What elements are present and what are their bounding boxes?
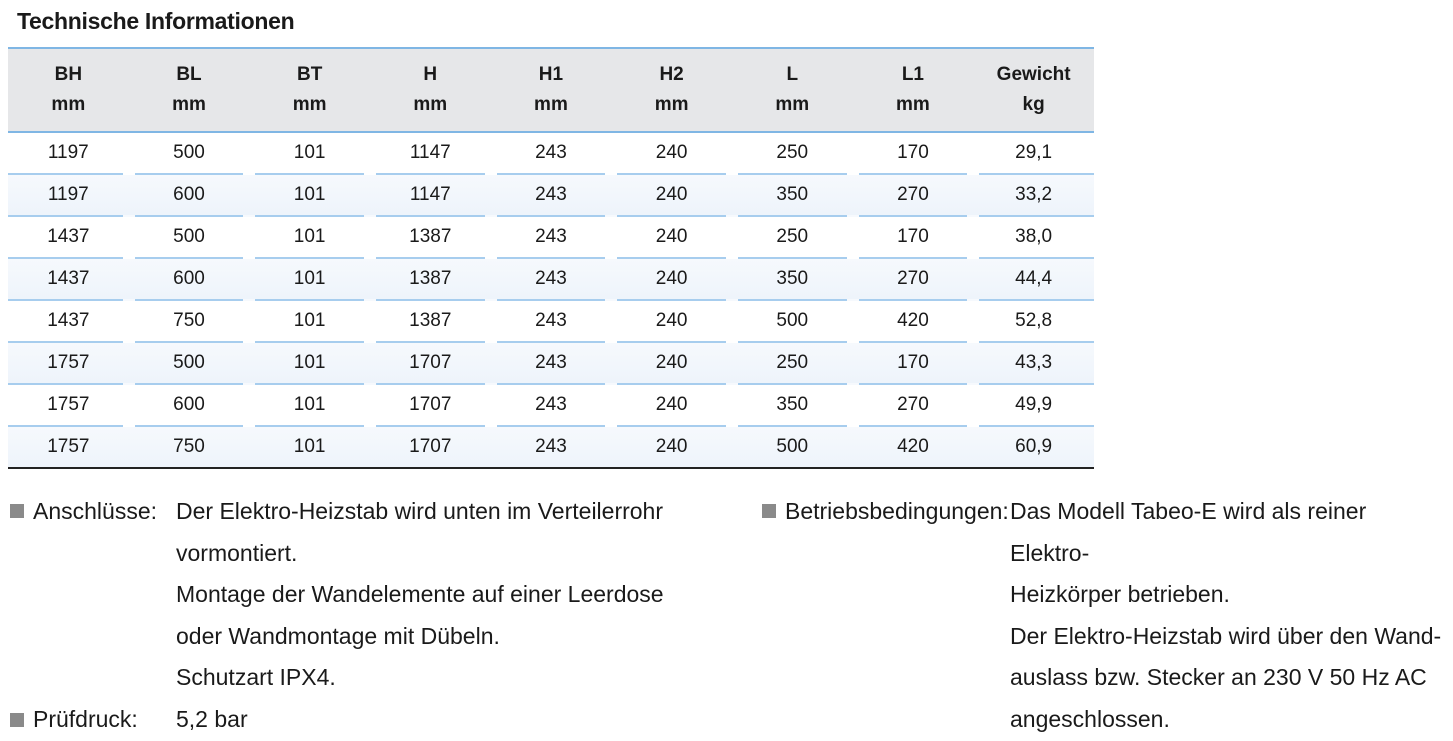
table-cell: 500 bbox=[732, 301, 853, 343]
anschluesse-text bbox=[176, 491, 736, 699]
column-header bbox=[8, 47, 129, 133]
table-cell: 101 bbox=[249, 175, 370, 217]
table-cell: 1757 bbox=[8, 385, 129, 427]
table-cell: 500 bbox=[129, 343, 250, 385]
column-header-unit: mm bbox=[51, 94, 86, 115]
table-cell: 101 bbox=[249, 259, 370, 301]
table-cell: 750 bbox=[129, 427, 250, 469]
table-cell: 1387 bbox=[370, 217, 491, 259]
pruefdruck-label: Prüfdruck: bbox=[33, 706, 138, 732]
table-row bbox=[8, 259, 1094, 301]
table-cell: 1147 bbox=[370, 175, 491, 217]
table-cell: 49,9 bbox=[973, 385, 1094, 427]
table-cell: 240 bbox=[611, 259, 732, 301]
table-cell: 243 bbox=[491, 217, 612, 259]
table-cell: 170 bbox=[853, 133, 974, 175]
column-header-symbol: BH bbox=[54, 64, 83, 85]
bullet-square-icon bbox=[762, 504, 776, 518]
table-cell: 350 bbox=[732, 385, 853, 427]
table-row bbox=[8, 301, 1094, 343]
table-cell: 420 bbox=[853, 301, 974, 343]
table-cell: 270 bbox=[853, 175, 974, 217]
column-header-unit: kg bbox=[1022, 94, 1045, 115]
anschluesse-line: oder Wandmontage mit Dübeln. bbox=[176, 622, 500, 649]
table-cell: 170 bbox=[853, 343, 974, 385]
table-cell: 33,2 bbox=[973, 175, 1094, 217]
table-cell: 101 bbox=[249, 133, 370, 175]
table-cell: 240 bbox=[611, 133, 732, 175]
table-row bbox=[8, 217, 1094, 259]
table-cell: 1387 bbox=[370, 259, 491, 301]
bullet-square-icon bbox=[10, 504, 24, 518]
column-header bbox=[249, 47, 370, 133]
column-header bbox=[732, 47, 853, 133]
table-cell: 243 bbox=[491, 343, 612, 385]
table-cell: 43,3 bbox=[973, 343, 1094, 385]
table-cell: 1437 bbox=[8, 301, 129, 343]
table-cell: 1707 bbox=[370, 385, 491, 427]
column-header-symbol: Gewicht bbox=[996, 64, 1071, 85]
table-cell: 1387 bbox=[370, 301, 491, 343]
anschluesse-line: Montage der Wandelemente auf einer Leerdose bbox=[176, 581, 664, 608]
table-cell: 500 bbox=[129, 133, 250, 175]
pruefdruck-value: 5,2 bar bbox=[176, 706, 248, 732]
column-header bbox=[129, 47, 250, 133]
table-cell: 101 bbox=[249, 385, 370, 427]
column-header bbox=[853, 47, 974, 133]
column-header-unit: mm bbox=[413, 94, 448, 115]
table-cell: 243 bbox=[491, 133, 612, 175]
anschluesse-line: Der Elektro-Heizstab wird unten im Verteilerrohr bbox=[176, 498, 664, 524]
column-header-symbol: H bbox=[423, 64, 438, 85]
table-cell: 243 bbox=[491, 427, 612, 469]
table-cell: 60,9 bbox=[973, 427, 1094, 469]
column-header-unit: mm bbox=[654, 94, 689, 115]
table-cell: 170 bbox=[853, 217, 974, 259]
column-header-unit: mm bbox=[172, 94, 206, 115]
table-cell: 600 bbox=[129, 385, 250, 427]
table-cell: 101 bbox=[249, 217, 370, 259]
bullet-square-icon bbox=[10, 713, 24, 727]
column-header-symbol: L bbox=[786, 64, 799, 85]
column-header-symbol: BL bbox=[176, 64, 202, 85]
table-cell: 243 bbox=[491, 385, 612, 427]
anschluesse-line: Schutzart IPX4. bbox=[176, 664, 336, 691]
column-header bbox=[611, 47, 732, 133]
table-cell: 240 bbox=[611, 385, 732, 427]
table-cell: 101 bbox=[249, 427, 370, 469]
table-cell: 350 bbox=[732, 175, 853, 217]
table-cell: 243 bbox=[491, 175, 612, 217]
table-cell: 250 bbox=[732, 343, 853, 385]
column-header-symbol: L1 bbox=[901, 64, 925, 85]
table-cell: 600 bbox=[129, 175, 250, 217]
table-header-row bbox=[8, 47, 1094, 133]
betriebsbedingungen-line: Das Modell Tabeo-E wird als reiner Elektro- bbox=[1010, 498, 1367, 566]
table-cell: 600 bbox=[129, 259, 250, 301]
table-cell: 243 bbox=[491, 259, 612, 301]
table-cell: 750 bbox=[129, 301, 250, 343]
column-header-symbol: BT bbox=[296, 64, 323, 85]
table-cell: 1197 bbox=[8, 175, 129, 217]
betriebsbedingungen-line: angeschlossen. bbox=[1010, 705, 1170, 732]
table-row bbox=[8, 427, 1094, 469]
section-title: Technische Informationen bbox=[17, 8, 295, 34]
column-header bbox=[491, 47, 612, 133]
table-cell: 1757 bbox=[8, 427, 129, 469]
table-cell: 240 bbox=[611, 175, 732, 217]
anschluesse-line: vormontiert. bbox=[176, 539, 298, 566]
table-cell: 101 bbox=[249, 343, 370, 385]
tech-info-table bbox=[8, 47, 1094, 469]
table-cell: 1197 bbox=[8, 133, 129, 175]
table-cell: 240 bbox=[611, 301, 732, 343]
table-cell: 1707 bbox=[370, 427, 491, 469]
table-cell: 240 bbox=[611, 217, 732, 259]
table-cell: 500 bbox=[129, 217, 250, 259]
betriebsbedingungen-label: Betriebsbedingungen: bbox=[785, 498, 1009, 524]
table-cell: 250 bbox=[732, 217, 853, 259]
betriebsbedingungen-line: auslass bzw. Stecker an 230 V 50 Hz AC bbox=[1010, 664, 1427, 691]
table-row bbox=[8, 133, 1094, 175]
table-row bbox=[8, 343, 1094, 385]
betriebsbedingungen-line: Der Elektro-Heizstab wird über den Wand- bbox=[1010, 622, 1442, 649]
table-cell: 250 bbox=[732, 133, 853, 175]
table-cell: 420 bbox=[853, 427, 974, 469]
anschluesse-label: Anschlüsse: bbox=[33, 498, 158, 524]
table-cell: 270 bbox=[853, 259, 974, 301]
table-cell: 243 bbox=[491, 301, 612, 343]
tech-info-table-wrapper bbox=[8, 47, 1094, 469]
table-cell: 1757 bbox=[8, 343, 129, 385]
table-cell: 500 bbox=[732, 427, 853, 469]
table-cell: 350 bbox=[732, 259, 853, 301]
column-header-unit: mm bbox=[292, 94, 327, 115]
column-header-unit: mm bbox=[534, 94, 568, 115]
table-cell: 29,1 bbox=[973, 133, 1094, 175]
column-header-unit: mm bbox=[896, 94, 930, 115]
table-cell: 270 bbox=[853, 385, 974, 427]
column-header-symbol: H1 bbox=[538, 64, 564, 85]
table-cell: 1147 bbox=[370, 133, 491, 175]
column-header bbox=[370, 47, 491, 133]
table-cell: 38,0 bbox=[973, 217, 1094, 259]
table-cell: 240 bbox=[611, 343, 732, 385]
column-header-symbol: H2 bbox=[659, 64, 684, 85]
betriebsbedingungen-line: Heizkörper betrieben. bbox=[1010, 581, 1230, 608]
table-row bbox=[8, 385, 1094, 427]
table-cell: 52,8 bbox=[973, 301, 1094, 343]
table-cell: 44,4 bbox=[973, 259, 1094, 301]
table-cell: 1437 bbox=[8, 259, 129, 301]
table-cell: 1437 bbox=[8, 217, 129, 259]
table-cell: 101 bbox=[249, 301, 370, 343]
table-body bbox=[8, 133, 1094, 469]
betriebsbedingungen-text bbox=[1010, 491, 1450, 741]
table-cell: 1707 bbox=[370, 343, 491, 385]
table-row bbox=[8, 175, 1094, 217]
column-header bbox=[973, 47, 1094, 133]
table-cell: 240 bbox=[611, 427, 732, 469]
column-header-unit: mm bbox=[775, 94, 810, 115]
